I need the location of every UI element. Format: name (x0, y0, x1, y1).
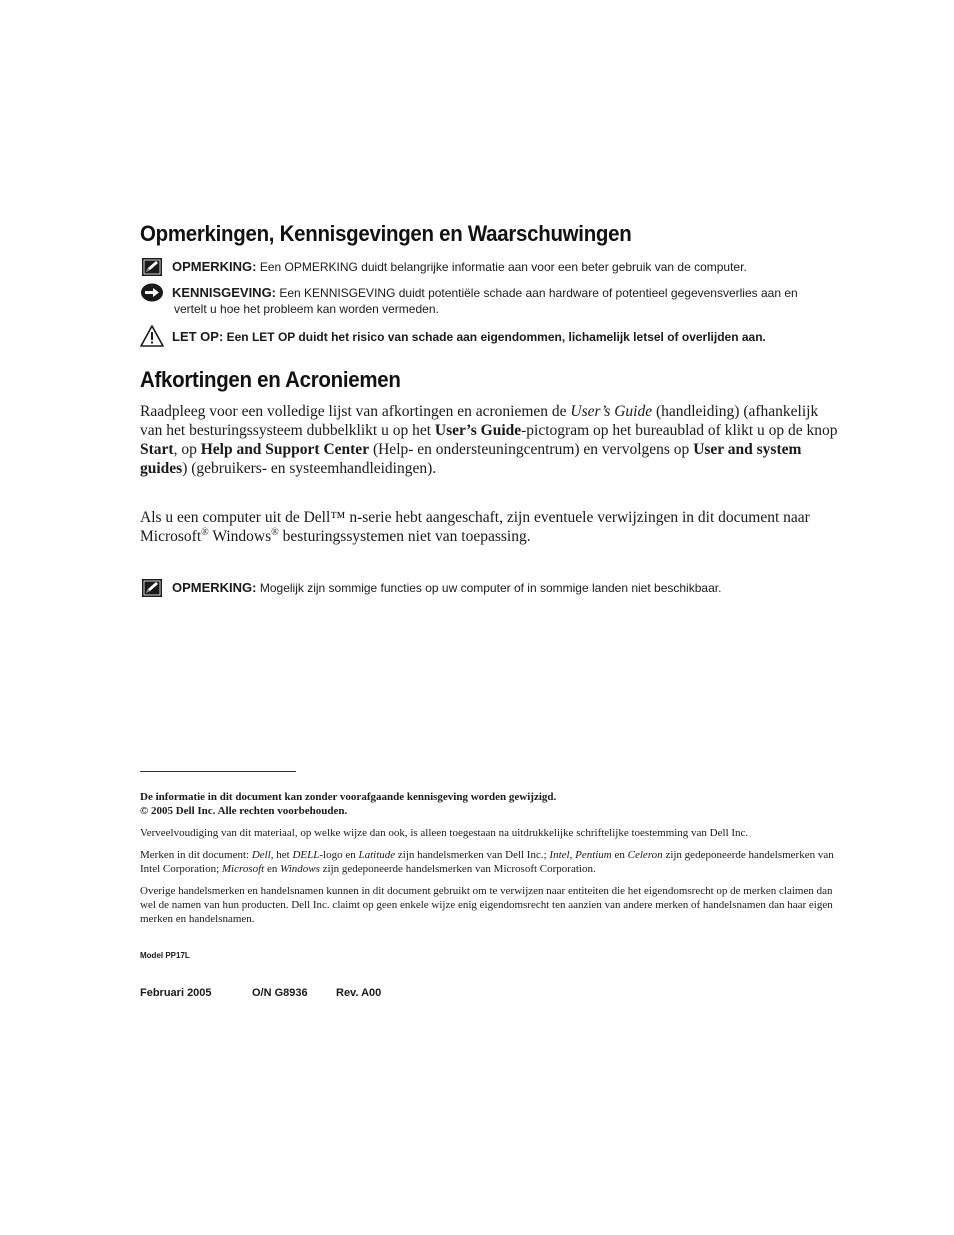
text-run: besturingssystemen niet van toepassing. (278, 528, 531, 545)
model-number: Model PP17L (140, 951, 190, 960)
note-body: Een OPMERKING duidt belangrijke informatie aan voor een beter gebruik van de computer. (259, 260, 747, 274)
note-body: Mogelijk zijn sommige functies op uw computer of in sommige landen niet beschikbaar. (259, 581, 722, 595)
caution-label: LET OP: (172, 329, 224, 344)
dell-n-series-paragraph (140, 508, 840, 546)
users-guide-title: User’s Guide (570, 403, 653, 420)
caution-text (172, 329, 852, 345)
trademark-latitude: Latitude (358, 849, 396, 861)
text-run: zijn gedeponeerde handelsmerken van Intel Corporation; (140, 849, 834, 875)
note-text-2 (172, 580, 852, 596)
legal-change-notice: De informatie in dit document kan zonder voorafgaande kennisgeving worden gewijzigd. (140, 791, 557, 803)
trademarks-paragraph (140, 848, 845, 876)
text-run: , op (173, 441, 201, 458)
user-system-guides-label: User and system guides (140, 441, 802, 477)
caution-body: Een LET OP duidt het risico van schade aan eigendommen, lichamelijk letsel of overlijden aan. (226, 330, 766, 344)
note-pencil-icon (140, 257, 164, 277)
revision: Rev. A00 (336, 987, 382, 999)
note-label: OPMERKING: (172, 580, 257, 595)
abbrev-heading: Afkortingen en Acroniemen (140, 367, 401, 392)
notice-text (172, 285, 852, 317)
text-run: en (264, 863, 281, 875)
start-label: Start (140, 441, 174, 458)
notice-body-line1: Een KENNISGEVING duidt potentiële schade aan hardware of potentieel gegevensverlies aan en (279, 286, 798, 300)
caution-triangle-icon (140, 325, 164, 345)
users-guide-icon-label: User’s Guide (434, 422, 522, 439)
other-trademarks-paragraph: Overige handelsmerken en handelsnamen kunnen in dit document gebruikt om te verwijzen naar entiteiten die het eigendomsrecht op de merken claimen dan wel de namen van hun producten. Dell Inc. claimt op geen enkele wijze enig eigendomsrecht ten aanzien van andere merken of handelsnamen dan haar eigen merken en handelsnamen. (140, 885, 833, 925)
text-run: , (569, 849, 576, 861)
text-run: Raadpleeg voor een volledige lijst van afkortingen en acroniemen de (140, 403, 571, 420)
text-run: Merken in dit document: (140, 849, 252, 861)
text-run: -logo en (319, 849, 359, 861)
note-label: OPMERKING: (172, 259, 257, 274)
registered-mark: ® (201, 526, 209, 538)
text-run: Als u een computer uit de Dell™ n-serie hebt aangeschaft, zijn eventuele verwijzingen in dit document naar Microsoft (140, 509, 810, 545)
trademark-microsoft: Microsoft (221, 863, 265, 875)
reproduction-notice: Verveelvoudiging van dit materiaal, op welke wijze dan ook, is alleen toegestaan na uitdrukkelijke schriftelijke toestemming van Dell Inc. (140, 827, 749, 839)
trademark-windows: Windows (280, 863, 320, 875)
legal-bold-block (140, 790, 845, 818)
notes-heading: Opmerkingen, Kennisgevingen en Waarschuwingen (140, 221, 632, 246)
text-run: en (611, 849, 628, 861)
trademark-dell-logo: DELL (292, 849, 320, 861)
trademark-celeron: Celeron (627, 849, 663, 861)
notice-arrow-icon (140, 283, 164, 303)
copyright-line: © 2005 Dell Inc. Alle rechten voorbehouden. (140, 805, 348, 817)
abbrev-paragraph (140, 402, 840, 478)
publication-date: Februari 2005 (140, 987, 212, 999)
notice-body-line2: vertelt u hoe het probleem kan worden vermeden. (174, 302, 439, 316)
text-run: zijn gedeponeerde handelsmerken van Microsoft Corporation. (319, 863, 596, 875)
text-run: zijn handelsmerken van Dell Inc.; (395, 849, 550, 861)
notice-label: KENNISGEVING: (172, 285, 277, 300)
note-text-1 (172, 259, 852, 275)
text-run: Windows (208, 528, 272, 545)
help-center-label: Help and Support Center (200, 441, 370, 458)
text-run: ) (gebruikers- en systeemhandleidingen). (182, 460, 437, 477)
text-run: (handleiding) (afhankelijk van het besturingssysteem dubbelklikt u op het (140, 403, 819, 439)
text-run: , het (270, 849, 293, 861)
trademark-pentium: Pentium (575, 849, 612, 861)
text-run: -pictogram op het bureaublad of klikt u op de knop (521, 422, 838, 439)
trademark-intel: Intel (549, 849, 570, 861)
text-run: (Help- en ondersteuningcentrum) en vervolgens op (369, 441, 694, 458)
footnote-divider (140, 771, 296, 772)
part-number: O/N G8936 (252, 987, 308, 999)
note-pencil-icon (140, 578, 164, 598)
trademark-dell: Dell (251, 849, 271, 861)
registered-mark: ® (271, 526, 279, 538)
